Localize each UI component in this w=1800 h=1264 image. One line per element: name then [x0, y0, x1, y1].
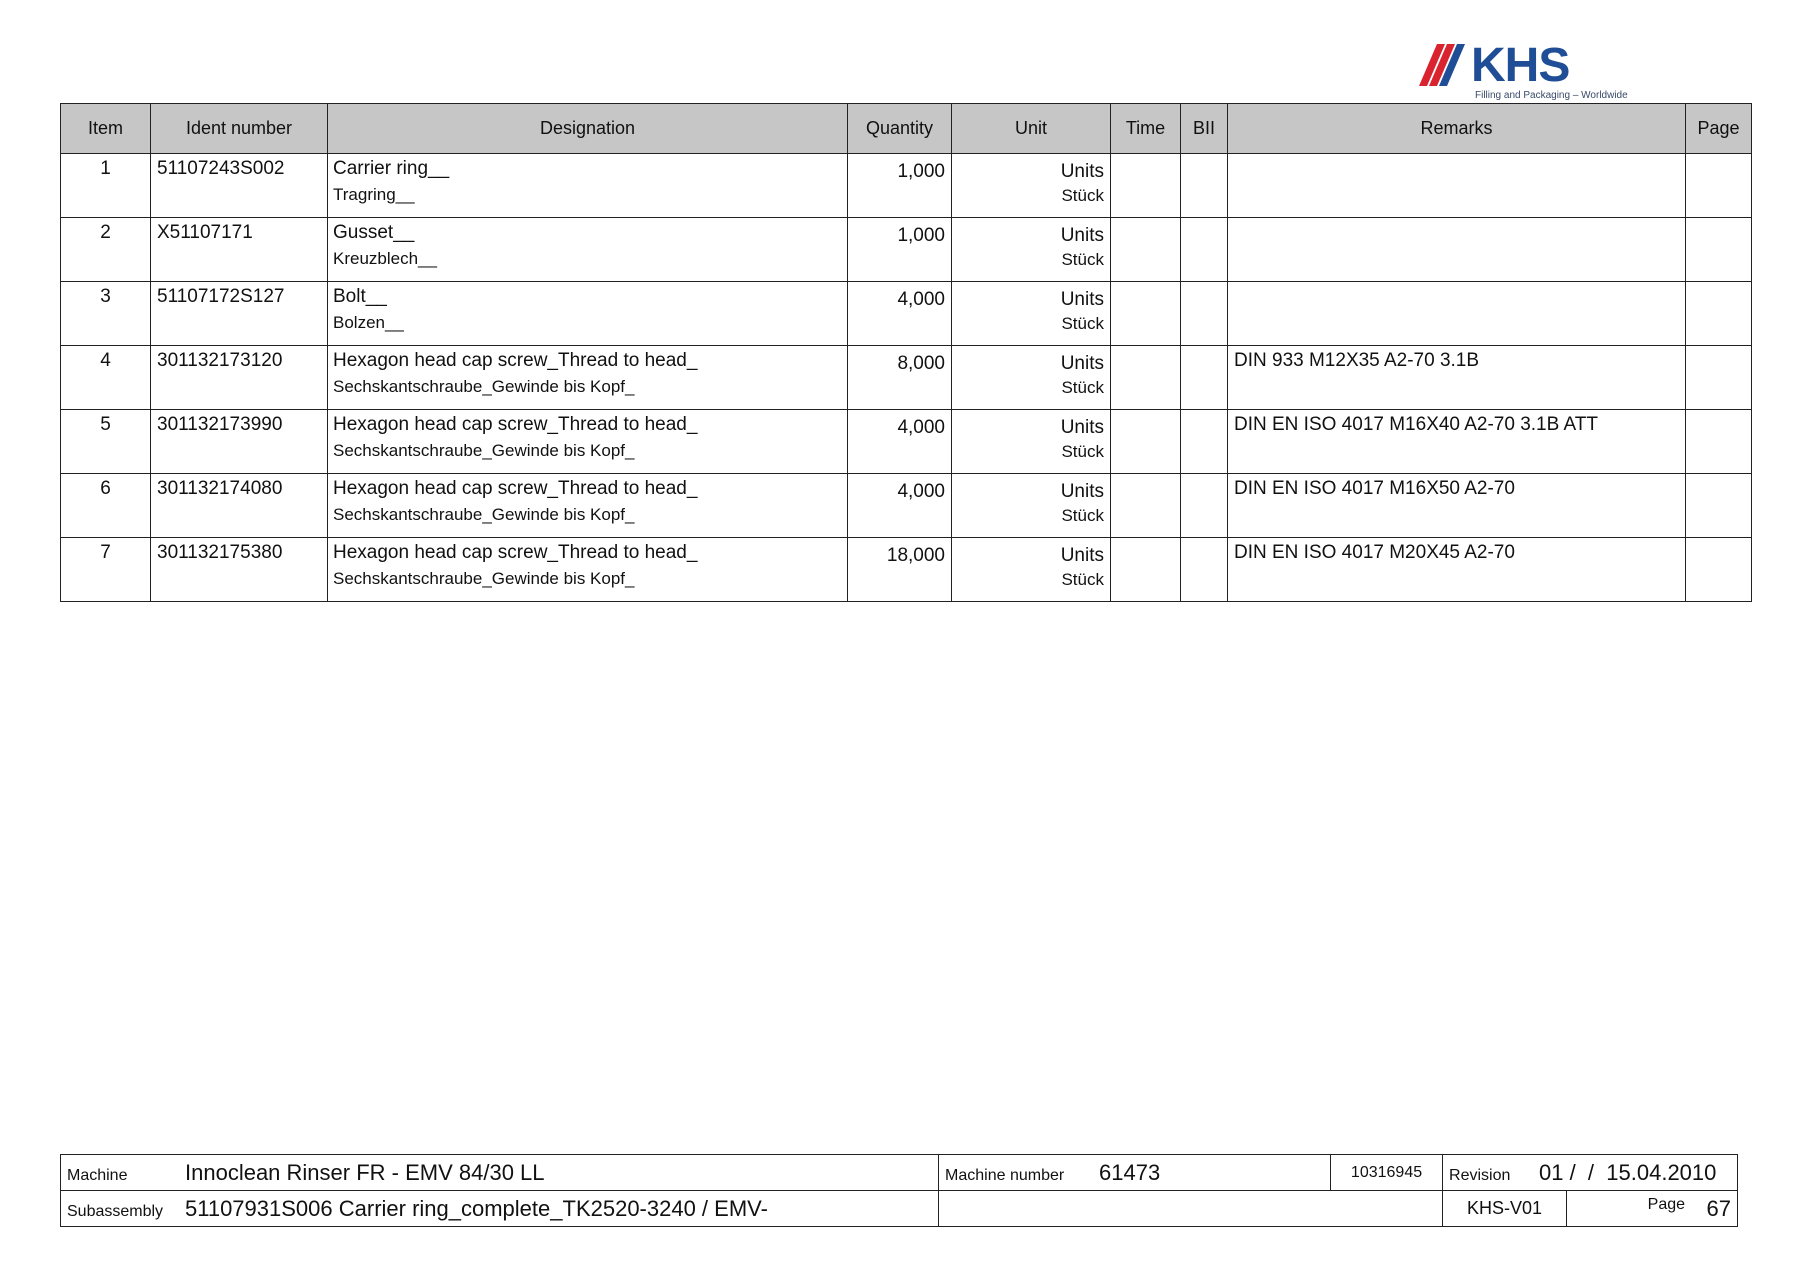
item-cell: 2 — [61, 218, 151, 282]
quantity-cell: 8,000 — [848, 346, 952, 410]
designation-de: Sechskantschraube_Gewinde bis Kopf_ — [333, 569, 635, 588]
ident-number-cell: 301132173120 — [151, 346, 328, 410]
table-row — [61, 538, 1752, 602]
table-row — [61, 154, 1752, 218]
unit-en: Units — [1060, 481, 1104, 502]
logo-tagline: Filling and Packaging – Worldwide — [1475, 90, 1628, 101]
bii-cell — [1181, 282, 1228, 346]
table-row — [61, 474, 1752, 538]
designation-de: Tragring__ — [333, 185, 415, 204]
designation-de: Bolzen__ — [333, 313, 404, 332]
time-cell — [1111, 154, 1181, 218]
page-ref-cell — [1686, 474, 1752, 538]
designation-cell — [328, 346, 848, 410]
header-time: Time — [1111, 104, 1181, 154]
designation-cell — [328, 410, 848, 474]
unit-cell — [952, 154, 1111, 218]
table-row — [61, 218, 1752, 282]
item-cell: 4 — [61, 346, 151, 410]
time-cell — [1111, 346, 1181, 410]
title-block — [60, 1154, 1738, 1227]
bii-cell — [1181, 154, 1228, 218]
unit-cell — [952, 346, 1111, 410]
unit-cell — [952, 474, 1111, 538]
item-cell: 6 — [61, 474, 151, 538]
unit-cell — [952, 410, 1111, 474]
page-ref-cell — [1686, 538, 1752, 602]
remarks-cell — [1228, 154, 1686, 218]
title-block-row-subassembly — [61, 1191, 1738, 1227]
page-ref-cell — [1686, 346, 1752, 410]
header-unit: Unit — [952, 104, 1111, 154]
subassembly-label: Subassembly — [67, 1202, 164, 1220]
designation-en: Bolt__ — [333, 286, 387, 307]
ident-number-cell: 301132174080 — [151, 474, 328, 538]
header-page: Page — [1686, 104, 1752, 154]
designation-en: Hexagon head cap screw_Thread to head_ — [333, 542, 698, 563]
header-remarks: Remarks — [1228, 104, 1686, 154]
designation-cell — [328, 154, 848, 218]
time-cell — [1111, 538, 1181, 602]
unit-de: Stück — [1061, 250, 1104, 269]
designation-en: Hexagon head cap screw_Thread to head_ — [333, 478, 698, 499]
unit-de: Stück — [1061, 506, 1104, 525]
designation-en: Carrier ring__ — [333, 158, 450, 179]
time-cell — [1111, 218, 1181, 282]
time-cell — [1111, 410, 1181, 474]
unit-de: Stück — [1061, 378, 1104, 397]
ident-number-cell: 301132175380 — [151, 538, 328, 602]
subassembly-cell — [61, 1191, 939, 1227]
khs-logo — [1419, 38, 1629, 104]
time-cell — [1111, 474, 1181, 538]
machine-value: Innoclean Rinser FR - EMV 84/30 LL — [185, 1159, 545, 1185]
bii-cell — [1181, 410, 1228, 474]
remarks-cell: DIN 933 M12X35 A2-70 3.1B — [1228, 346, 1686, 410]
ident-number-cell: 301132173990 — [151, 410, 328, 474]
page-label: Page — [1647, 1195, 1686, 1213]
doc-number: 10316945 — [1331, 1155, 1443, 1191]
header-quantity: Quantity — [848, 104, 952, 154]
page-ref-cell — [1686, 154, 1752, 218]
quantity-cell: 4,000 — [848, 282, 952, 346]
revision-cell — [1443, 1155, 1738, 1191]
unit-en: Units — [1060, 289, 1104, 310]
bom-table — [60, 103, 1752, 602]
page-ref-cell — [1686, 410, 1752, 474]
unit-cell — [952, 218, 1111, 282]
quantity-cell: 1,000 — [848, 218, 952, 282]
table-header-row — [61, 104, 1752, 154]
time-cell — [1111, 282, 1181, 346]
unit-cell — [952, 538, 1111, 602]
remarks-cell: DIN EN ISO 4017 M16X50 A2-70 — [1228, 474, 1686, 538]
designation-de: Kreuzblech__ — [333, 249, 437, 268]
ident-number-cell: X51107171 — [151, 218, 328, 282]
table-row — [61, 282, 1752, 346]
designation-de: Sechskantschraube_Gewinde bis Kopf_ — [333, 441, 635, 460]
quantity-cell: 4,000 — [848, 474, 952, 538]
revision-value: 01 / / 15.04.2010 — [1539, 1159, 1717, 1185]
item-cell: 5 — [61, 410, 151, 474]
machine-label: Machine — [67, 1166, 128, 1184]
designation-cell — [328, 282, 848, 346]
designation-cell — [328, 474, 848, 538]
header-designation: Designation — [328, 104, 848, 154]
unit-en: Units — [1060, 161, 1104, 182]
unit-en: Units — [1060, 225, 1104, 246]
remarks-cell: DIN EN ISO 4017 M16X40 A2-70 3.1B ATT — [1228, 410, 1686, 474]
designation-de: Sechskantschraube_Gewinde bis Kopf_ — [333, 505, 635, 524]
item-cell: 3 — [61, 282, 151, 346]
unit-de: Stück — [1061, 186, 1104, 205]
bii-cell — [1181, 346, 1228, 410]
unit-en: Units — [1060, 353, 1104, 374]
designation-de: Sechskantschraube_Gewinde bis Kopf_ — [333, 377, 635, 396]
empty-cell — [939, 1191, 1443, 1227]
designation-en: Gusset__ — [333, 222, 415, 243]
header-bii: BII — [1181, 104, 1228, 154]
machine-number-value: 61473 — [1099, 1159, 1161, 1185]
remarks-cell — [1228, 282, 1686, 346]
designation-cell — [328, 218, 848, 282]
unit-cell — [952, 282, 1111, 346]
quantity-cell: 1,000 — [848, 154, 952, 218]
item-cell: 1 — [61, 154, 151, 218]
designation-cell — [328, 538, 848, 602]
quantity-cell: 4,000 — [848, 410, 952, 474]
logo-wordmark: KHS — [1471, 39, 1570, 92]
item-cell: 7 — [61, 538, 151, 602]
page-ref-cell — [1686, 282, 1752, 346]
unit-de: Stück — [1061, 442, 1104, 461]
bii-cell — [1181, 474, 1228, 538]
unit-de: Stück — [1061, 314, 1104, 333]
page-cell — [1567, 1191, 1738, 1227]
unit-en: Units — [1060, 545, 1104, 566]
unit-en: Units — [1060, 417, 1104, 438]
page-number: 67 — [1706, 1195, 1732, 1221]
machine-cell — [61, 1155, 939, 1191]
quantity-cell: 18,000 — [848, 538, 952, 602]
table-body — [61, 154, 1752, 602]
revision-label: Revision — [1449, 1166, 1511, 1184]
standard-code: KHS-V01 — [1443, 1191, 1567, 1227]
remarks-cell — [1228, 218, 1686, 282]
machine-number-cell — [939, 1155, 1331, 1191]
header-ident-number: Ident number — [151, 104, 328, 154]
ident-number-cell: 51107172S127 — [151, 282, 328, 346]
khs-logo-icon — [1419, 40, 1469, 88]
page-ref-cell — [1686, 218, 1752, 282]
unit-de: Stück — [1061, 570, 1104, 589]
table-row — [61, 346, 1752, 410]
ident-number-cell: 51107243S002 — [151, 154, 328, 218]
remarks-cell: DIN EN ISO 4017 M20X45 A2-70 — [1228, 538, 1686, 602]
machine-number-label: Machine number — [945, 1166, 1065, 1184]
designation-en: Hexagon head cap screw_Thread to head_ — [333, 414, 698, 435]
header-item: Item — [61, 104, 151, 154]
bii-cell — [1181, 538, 1228, 602]
table-row — [61, 410, 1752, 474]
subassembly-value: 51107931S006 Carrier ring_complete_TK2520-3240 / EMV- — [185, 1195, 768, 1221]
title-block-row-machine — [61, 1155, 1738, 1191]
designation-en: Hexagon head cap screw_Thread to head_ — [333, 350, 698, 371]
bii-cell — [1181, 218, 1228, 282]
